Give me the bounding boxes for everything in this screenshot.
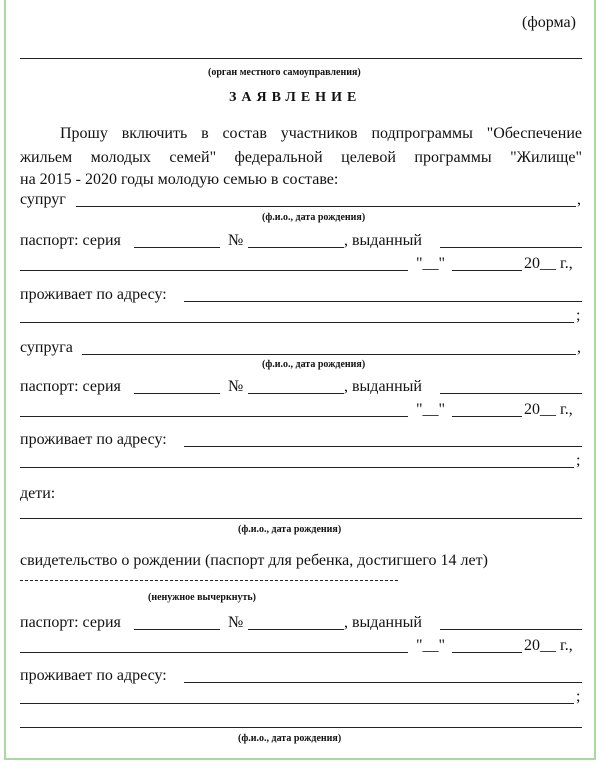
issue-year: 20__ г., [524,637,573,654]
fio-caption: (ф.и.о., дата рождения) [238,733,342,744]
issue-day: "__" [416,401,446,418]
intro-line-3: на 2015 - 2020 годы молодую семью в составе: [20,171,339,188]
passport-issuer-field[interactable] [440,247,582,248]
passport-number-field[interactable] [248,393,344,394]
form-label: (форма) [522,14,576,31]
authority-line [20,58,582,59]
passport-issued-label: , выданный [344,378,422,395]
address-field-2[interactable] [20,322,574,323]
passport-number-field[interactable] [248,629,344,630]
issue-day: "__" [416,255,446,272]
husband-fio-field[interactable] [76,206,576,207]
issue-year: 20__ г., [524,401,573,418]
address-label: проживает по адресу: [20,667,167,684]
husband-label: супруг [20,191,66,208]
passport-issuer-field-2[interactable] [20,270,408,271]
address-field[interactable] [184,682,582,683]
child-fio-field[interactable] [20,518,582,519]
birth-certificate-field[interactable] [20,580,398,581]
fio-caption: (ф.и.о., дата рождения) [262,359,366,370]
address-field[interactable] [184,446,582,447]
address-label: проживает по адресу: [20,431,167,448]
passport-number-label: № [228,614,244,631]
intro-line-1: Прошу включить в состав участников подпрограммы "Обеспечение [60,125,582,142]
fio-caption: (ф.и.о., дата рождения) [238,524,342,535]
passport-series-field[interactable] [134,393,220,394]
passport-issuer-field-2[interactable] [20,652,408,653]
issue-month-field[interactable] [452,416,522,417]
passport-series-label: паспорт: серия [20,232,121,249]
passport-series-field[interactable] [134,629,220,630]
semicolon: ; [576,452,581,469]
address-label: проживает по адресу: [20,286,167,303]
address-field-2[interactable] [20,703,574,704]
passport-issued-label: , выданный [344,232,422,249]
wife-label: супруга [20,339,73,356]
passport-issuer-field-2[interactable] [20,416,408,417]
comma: , [577,191,581,208]
strike-caption: (ненужное вычеркнуть) [148,592,257,603]
passport-number-field[interactable] [248,247,344,248]
issue-month-field[interactable] [452,652,522,653]
passport-number-label: № [228,378,244,395]
semicolon: ; [576,307,581,324]
issue-day: "__" [416,637,446,654]
document-title: ЗАЯВЛЕНИЕ [229,90,362,105]
authority-caption: (орган местного самоуправления) [208,67,361,78]
address-field-2[interactable] [20,467,574,468]
passport-number-label: № [228,232,244,249]
children-label: дети: [20,485,56,502]
intro-line-2: жильем молодых семей" федеральной целевой программы "Жилище" [20,149,582,166]
passport-series-label: паспорт: серия [20,614,121,631]
passport-series-label: паспорт: серия [20,378,121,395]
semicolon: ; [576,688,581,705]
issue-month-field[interactable] [452,270,522,271]
address-field[interactable] [184,301,582,302]
child-fio-field-2[interactable] [20,727,582,728]
passport-issued-label: , выданный [344,614,422,631]
passport-issuer-field[interactable] [440,393,582,394]
wife-fio-field[interactable] [82,354,576,355]
birth-certificate-label: свидетельство о рождении (паспорт для ребенка, достигшего 14 лет) [20,552,488,569]
issue-year: 20__ г., [524,255,573,272]
fio-caption: (ф.и.о., дата рождения) [262,212,366,223]
passport-issuer-field[interactable] [440,629,582,630]
comma: , [577,339,581,356]
passport-series-field[interactable] [134,247,220,248]
